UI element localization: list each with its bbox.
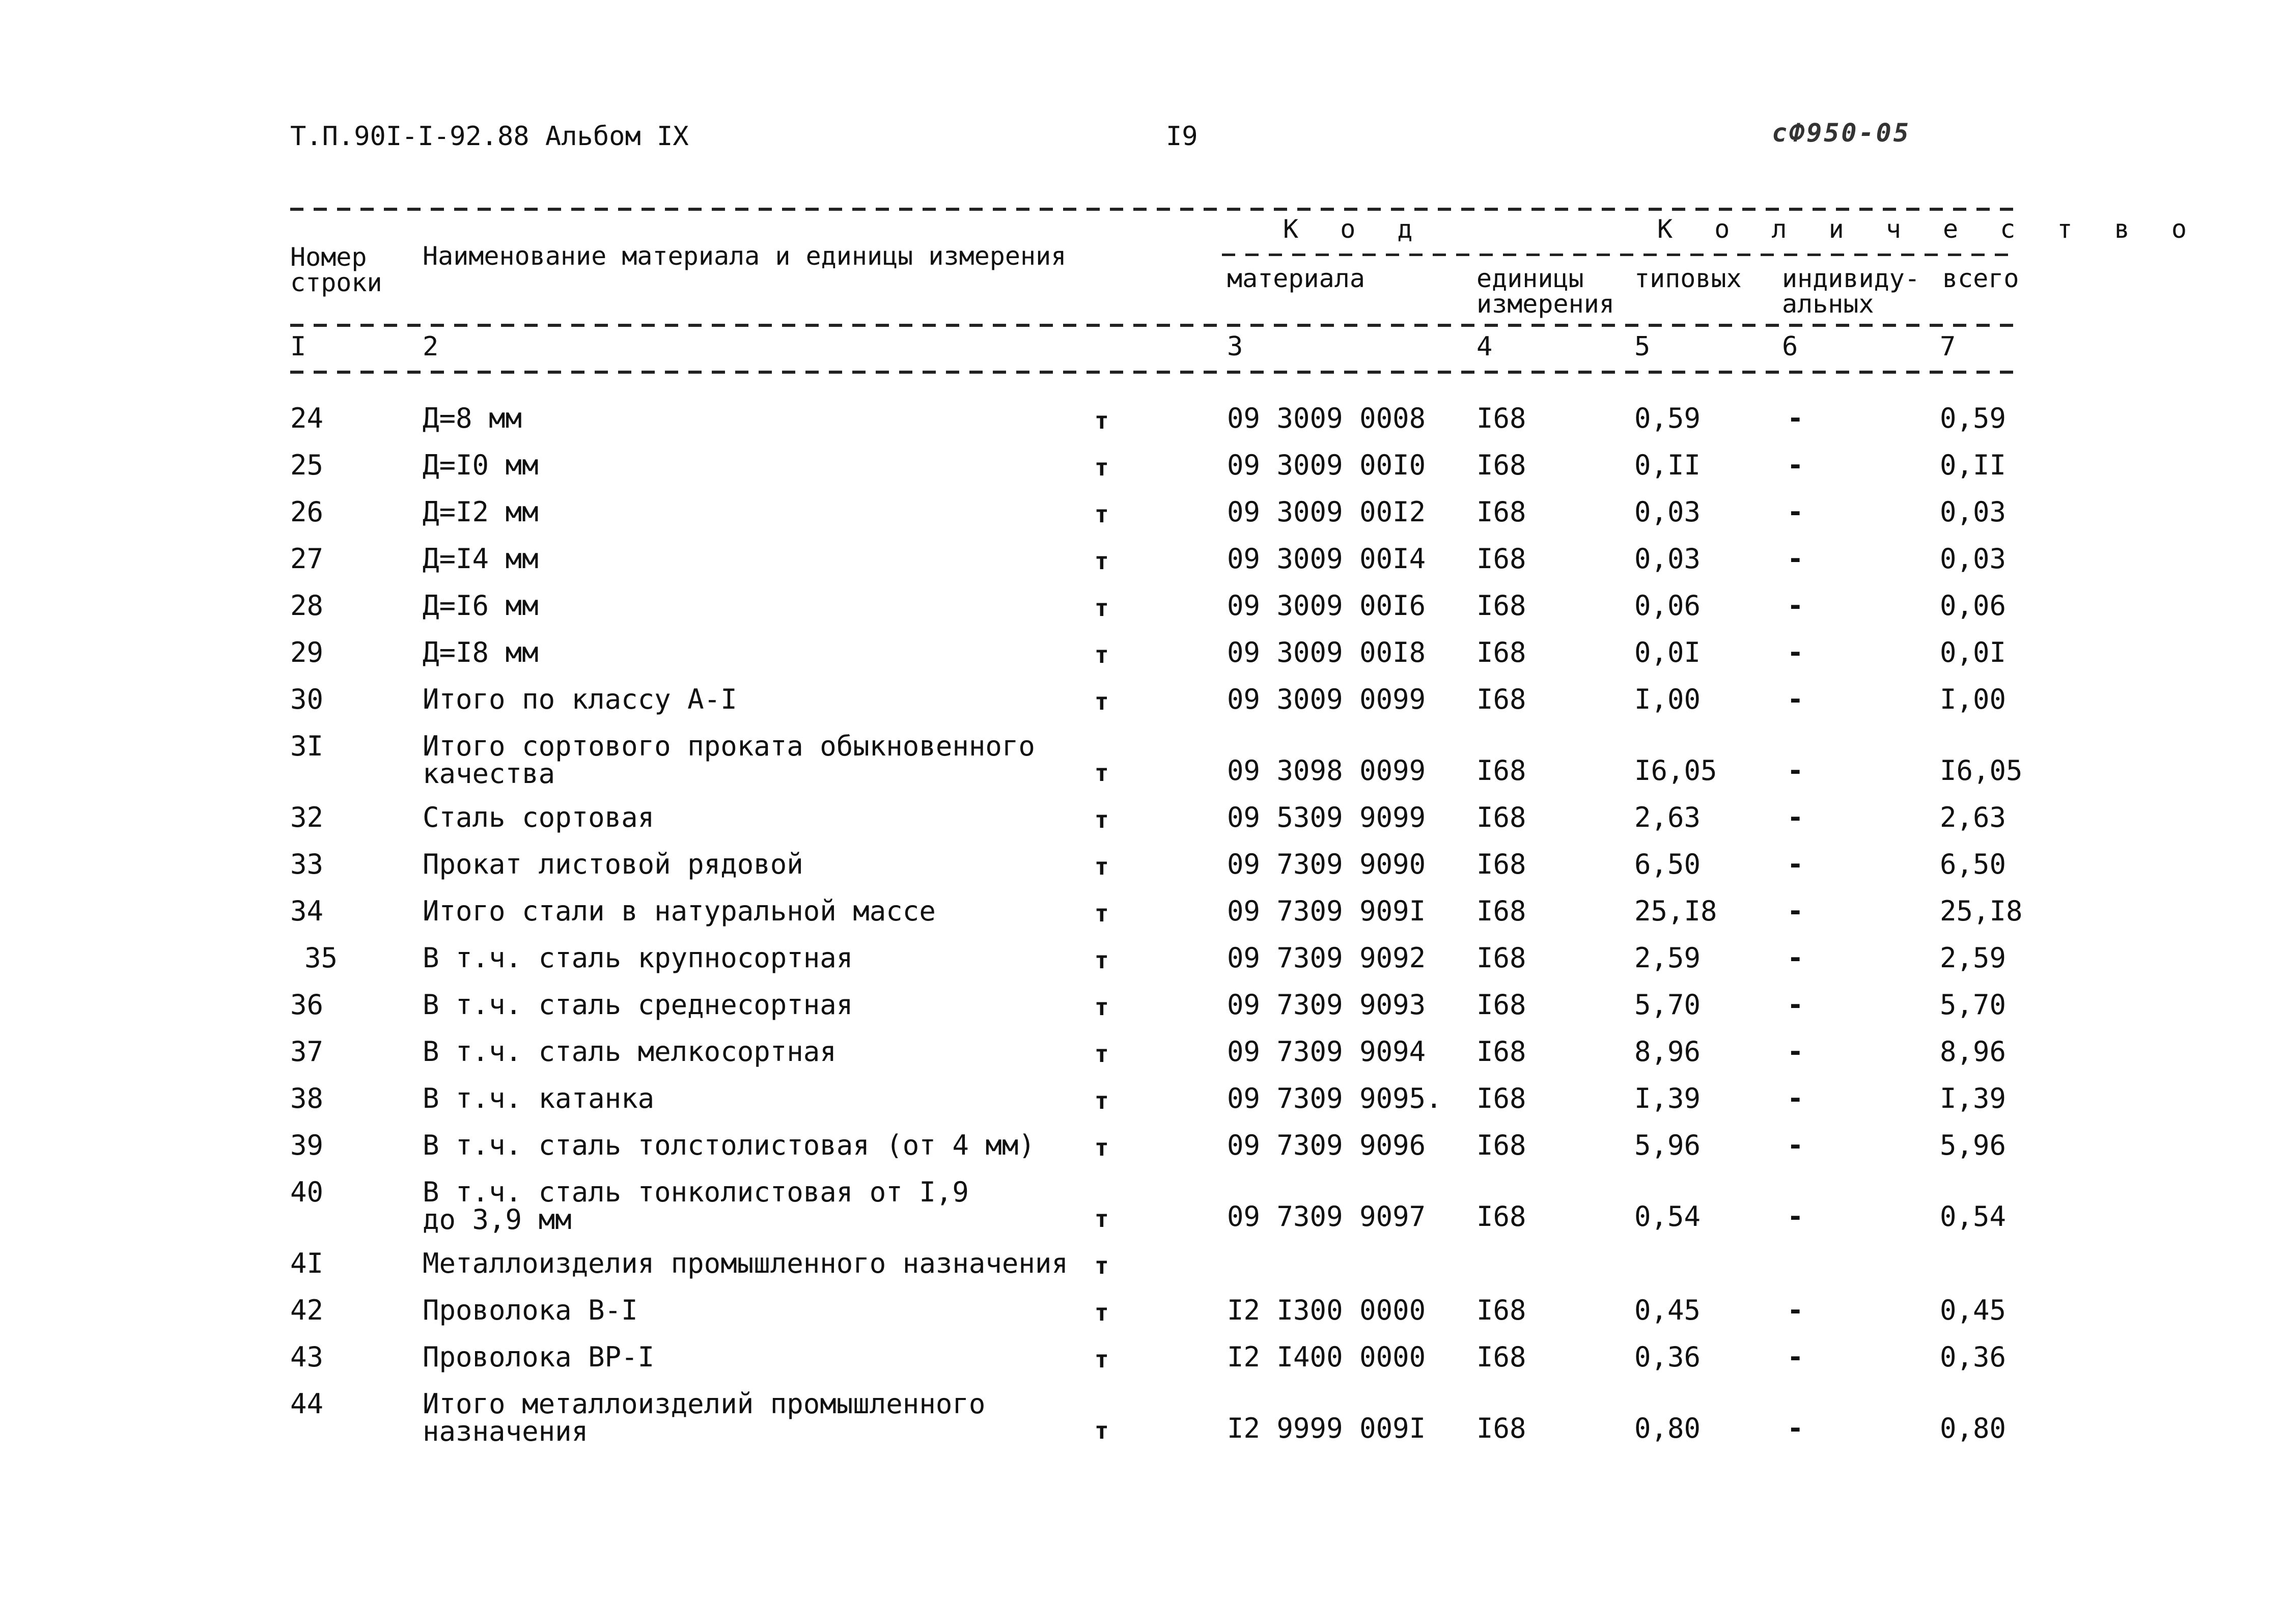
unit: т bbox=[1095, 547, 1109, 575]
col-header-qty-group: К о л и ч е с т в о bbox=[1657, 214, 2200, 244]
qty-individual: - bbox=[1787, 848, 1804, 880]
col-header-qty-individual: индивиду- альных bbox=[1782, 264, 1920, 319]
qty-total: 0,II bbox=[1940, 449, 2007, 481]
document-stamp: сФ950-05 bbox=[1772, 118, 1911, 148]
material-name: В т.ч. катанка bbox=[423, 1082, 655, 1114]
material-code: 09 3009 0099 bbox=[1227, 683, 1426, 715]
col-number-3: 3 bbox=[1227, 331, 1243, 362]
material-code: 09 3009 00I6 bbox=[1227, 590, 1426, 622]
qty-individual: - bbox=[1787, 402, 1804, 434]
unit: т bbox=[1095, 1087, 1109, 1114]
material-code: 09 7309 9095. bbox=[1227, 1082, 1442, 1114]
unit-code: I68 bbox=[1476, 801, 1526, 833]
col-header-qty-typical: типовых bbox=[1634, 264, 1742, 293]
unit-code: I68 bbox=[1476, 1035, 1526, 1068]
qty-individual: - bbox=[1787, 989, 1804, 1021]
unit: т bbox=[1095, 759, 1109, 787]
qty-typical: 6,50 bbox=[1634, 848, 1701, 880]
qty-total: 0,0I bbox=[1940, 636, 2007, 668]
qty-typical: 5,96 bbox=[1634, 1129, 1701, 1161]
qty-typical: 0,59 bbox=[1634, 402, 1701, 434]
qty-individual: - bbox=[1787, 1129, 1804, 1161]
qty-total: 2,63 bbox=[1940, 801, 2007, 833]
qty-typical: 0,36 bbox=[1634, 1341, 1701, 1373]
unit-code: I68 bbox=[1476, 1082, 1526, 1114]
material-code: 09 3009 00I8 bbox=[1227, 636, 1426, 668]
unit: т bbox=[1095, 1417, 1109, 1444]
qty-typical: I6,05 bbox=[1634, 754, 1717, 787]
material-code: 09 3098 0099 bbox=[1227, 754, 1426, 787]
qty-typical: 2,63 bbox=[1634, 801, 1701, 833]
row-number: 4I bbox=[290, 1247, 324, 1279]
qty-typical: 0,45 bbox=[1634, 1294, 1701, 1326]
qty-typical: I,39 bbox=[1634, 1082, 1701, 1114]
unit: т bbox=[1095, 1252, 1109, 1279]
material-code: I2 I400 0000 bbox=[1227, 1341, 1426, 1373]
qty-typical: 0,54 bbox=[1634, 1200, 1701, 1233]
header-group-rule bbox=[1222, 254, 2016, 256]
material-code: 09 7309 9090 bbox=[1227, 848, 1426, 880]
row-number: 33 bbox=[290, 848, 324, 880]
qty-individual: - bbox=[1787, 683, 1804, 715]
unit-code: I68 bbox=[1476, 590, 1526, 622]
unit: т bbox=[1095, 641, 1109, 668]
qty-total: 0,54 bbox=[1940, 1200, 2007, 1233]
qty-total: 5,96 bbox=[1940, 1129, 2007, 1161]
qty-individual: - bbox=[1787, 801, 1804, 833]
material-code: 09 7309 9093 bbox=[1227, 989, 1426, 1021]
unit: т bbox=[1095, 1134, 1109, 1161]
qty-typical: 2,59 bbox=[1634, 942, 1701, 974]
material-name: В т.ч. сталь мелкосортная bbox=[423, 1035, 837, 1068]
material-name: Д=I6 мм bbox=[423, 590, 539, 622]
qty-total: 0,06 bbox=[1940, 590, 2007, 622]
qty-individual: - bbox=[1787, 754, 1804, 787]
qty-typical: 0,03 bbox=[1634, 496, 1701, 528]
qty-total: I,00 bbox=[1940, 683, 2007, 715]
unit-code: I68 bbox=[1476, 496, 1526, 528]
qty-individual: - bbox=[1787, 590, 1804, 622]
row-number: 40 bbox=[290, 1176, 324, 1208]
qty-individual: - bbox=[1787, 636, 1804, 668]
qty-typical: 0,03 bbox=[1634, 543, 1701, 575]
unit-code: I68 bbox=[1476, 754, 1526, 787]
unit: т bbox=[1095, 806, 1109, 833]
material-code: 09 5309 9099 bbox=[1227, 801, 1426, 833]
unit: т bbox=[1095, 1040, 1109, 1068]
header-bottom-rule bbox=[290, 371, 2016, 374]
row-number: 29 bbox=[290, 636, 324, 668]
row-number: 39 bbox=[290, 1129, 324, 1161]
qty-total: 0,36 bbox=[1940, 1341, 2007, 1373]
col-header-code-material: материала bbox=[1227, 264, 1365, 293]
col-number-6: 6 bbox=[1782, 331, 1798, 362]
row-number: 32 bbox=[290, 801, 324, 833]
row-number: 37 bbox=[290, 1035, 324, 1068]
document-reference: Т.П.90I-I-92.88 Альбом IX bbox=[290, 121, 689, 152]
qty-typical: 8,96 bbox=[1634, 1035, 1701, 1068]
qty-individual: - bbox=[1787, 1035, 1804, 1068]
qty-total: 0,80 bbox=[1940, 1412, 2007, 1444]
material-code: 09 7309 9092 bbox=[1227, 942, 1426, 974]
col-number-4: 4 bbox=[1476, 331, 1493, 362]
row-number: 25 bbox=[290, 449, 324, 481]
unit: т bbox=[1095, 900, 1109, 927]
qty-individual: - bbox=[1787, 1341, 1804, 1373]
header-top-rule bbox=[290, 208, 2016, 211]
qty-total: I6,05 bbox=[1940, 754, 2023, 787]
unit: т bbox=[1095, 407, 1109, 434]
col-header-row-no: Номер строки bbox=[290, 242, 382, 297]
material-name: Д=I0 мм bbox=[423, 449, 539, 481]
material-code: 09 7309 9096 bbox=[1227, 1129, 1426, 1161]
qty-individual: - bbox=[1787, 1082, 1804, 1114]
material-name: В т.ч. сталь толстолистовая (от 4 мм) bbox=[423, 1129, 1035, 1161]
material-code: 09 7309 9097 bbox=[1227, 1200, 1426, 1233]
qty-individual: - bbox=[1787, 942, 1804, 974]
qty-total: 2,59 bbox=[1940, 942, 2007, 974]
material-name: Сталь сортовая bbox=[423, 801, 655, 833]
unit-code: I68 bbox=[1476, 1412, 1526, 1444]
unit-code: I68 bbox=[1476, 942, 1526, 974]
qty-individual: - bbox=[1787, 543, 1804, 575]
material-code: I2 9999 009I bbox=[1227, 1412, 1426, 1444]
qty-typical: 5,70 bbox=[1634, 989, 1701, 1021]
material-name: Д=I2 мм bbox=[423, 496, 539, 528]
unit: т bbox=[1095, 946, 1109, 974]
col-header-code-unit: единицы измерения bbox=[1476, 264, 1614, 319]
unit-code: I68 bbox=[1476, 1129, 1526, 1161]
row-number: 26 bbox=[290, 496, 324, 528]
material-name: В т.ч. сталь тонколистовая от I,9 до 3,9 мм bbox=[423, 1176, 969, 1236]
col-number-5: 5 bbox=[1634, 331, 1651, 362]
unit: т bbox=[1095, 688, 1109, 715]
unit-code: I68 bbox=[1476, 1200, 1526, 1233]
page-number: I9 bbox=[1166, 121, 1198, 152]
row-number: 38 bbox=[290, 1082, 324, 1114]
row-number: 44 bbox=[290, 1388, 324, 1420]
material-name: Д=I8 мм bbox=[423, 636, 539, 668]
qty-individual: - bbox=[1787, 496, 1804, 528]
row-number: 3I bbox=[290, 730, 324, 762]
material-name: Итого стали в натуральной массе bbox=[423, 895, 936, 927]
row-number: 27 bbox=[290, 543, 324, 575]
qty-total: 5,70 bbox=[1940, 989, 2007, 1021]
unit-code: I68 bbox=[1476, 402, 1526, 434]
col-header-code-group: К о д bbox=[1283, 214, 1426, 244]
qty-typical: 0,80 bbox=[1634, 1412, 1701, 1444]
unit: т bbox=[1095, 594, 1109, 622]
row-number: 35 bbox=[304, 942, 338, 974]
qty-individual: - bbox=[1787, 895, 1804, 927]
material-name: Проволока В-I bbox=[423, 1294, 638, 1326]
col-number-7: 7 bbox=[1940, 331, 1956, 362]
material-name: В т.ч. сталь крупносортная bbox=[423, 942, 853, 974]
qty-typical: I,00 bbox=[1634, 683, 1701, 715]
col-number-1: I bbox=[290, 331, 306, 362]
material-code: I2 I300 0000 bbox=[1227, 1294, 1426, 1326]
material-code: 09 3009 00I0 bbox=[1227, 449, 1426, 481]
unit: т bbox=[1095, 993, 1109, 1021]
material-name: Д=I4 мм bbox=[423, 543, 539, 575]
material-code: 09 7309 909I bbox=[1227, 895, 1426, 927]
row-number: 28 bbox=[290, 590, 324, 622]
qty-total: 0,03 bbox=[1940, 543, 2007, 575]
material-name: Металлоизделия промышленного назначения bbox=[423, 1247, 1068, 1279]
qty-total: 8,96 bbox=[1940, 1035, 2007, 1068]
material-code: 09 3009 00I4 bbox=[1227, 543, 1426, 575]
qty-individual: - bbox=[1787, 1412, 1804, 1444]
unit-code: I68 bbox=[1476, 989, 1526, 1021]
qty-individual: - bbox=[1787, 449, 1804, 481]
material-code: 09 3009 0008 bbox=[1227, 402, 1426, 434]
qty-total: I,39 bbox=[1940, 1082, 2007, 1114]
material-name: Итого металлоизделий промышленного назначения bbox=[423, 1388, 986, 1447]
qty-typical: 0,06 bbox=[1634, 590, 1701, 622]
unit-code: I68 bbox=[1476, 848, 1526, 880]
qty-total: 25,I8 bbox=[1940, 895, 2023, 927]
col-number-2: 2 bbox=[423, 331, 439, 362]
row-number: 30 bbox=[290, 683, 324, 715]
unit: т bbox=[1095, 454, 1109, 481]
unit: т bbox=[1095, 1205, 1109, 1233]
qty-total: 0,03 bbox=[1940, 496, 2007, 528]
unit: т bbox=[1095, 1299, 1109, 1326]
qty-typical: 25,I8 bbox=[1634, 895, 1717, 927]
unit-code: I68 bbox=[1476, 543, 1526, 575]
qty-total: 0,45 bbox=[1940, 1294, 2007, 1326]
material-name: Прокат листовой рядовой bbox=[423, 848, 803, 880]
unit-code: I68 bbox=[1476, 1341, 1526, 1373]
unit: т bbox=[1095, 500, 1109, 528]
qty-total: 6,50 bbox=[1940, 848, 2007, 880]
qty-individual: - bbox=[1787, 1294, 1804, 1326]
header-mid-rule bbox=[290, 324, 2016, 327]
unit-code: I68 bbox=[1476, 895, 1526, 927]
material-name: Проволока ВР-I bbox=[423, 1341, 655, 1373]
material-name: Итого по классу А-I bbox=[423, 683, 737, 715]
row-number: 42 bbox=[290, 1294, 324, 1326]
unit-code: I68 bbox=[1476, 1294, 1526, 1326]
qty-total: 0,59 bbox=[1940, 402, 2007, 434]
qty-typical: 0,0I bbox=[1634, 636, 1701, 668]
unit: т bbox=[1095, 853, 1109, 880]
unit-code: I68 bbox=[1476, 683, 1526, 715]
material-name: В т.ч. сталь среднесортная bbox=[423, 989, 853, 1021]
material-code: 09 3009 00I2 bbox=[1227, 496, 1426, 528]
material-name: Д=8 мм bbox=[423, 402, 522, 434]
material-name: Итого сортового проката обыкновенного качества bbox=[423, 730, 1035, 790]
qty-typical: 0,II bbox=[1634, 449, 1701, 481]
row-number: 34 bbox=[290, 895, 324, 927]
row-number: 43 bbox=[290, 1341, 324, 1373]
row-number: 24 bbox=[290, 402, 324, 434]
material-code: 09 7309 9094 bbox=[1227, 1035, 1426, 1068]
unit-code: I68 bbox=[1476, 636, 1526, 668]
unit-code: I68 bbox=[1476, 449, 1526, 481]
row-number: 36 bbox=[290, 989, 324, 1021]
col-header-name: Наименование материала и единицы измерения bbox=[423, 241, 1067, 271]
col-header-qty-total: всего bbox=[1942, 264, 2019, 293]
qty-individual: - bbox=[1787, 1200, 1804, 1233]
unit: т bbox=[1095, 1346, 1109, 1373]
